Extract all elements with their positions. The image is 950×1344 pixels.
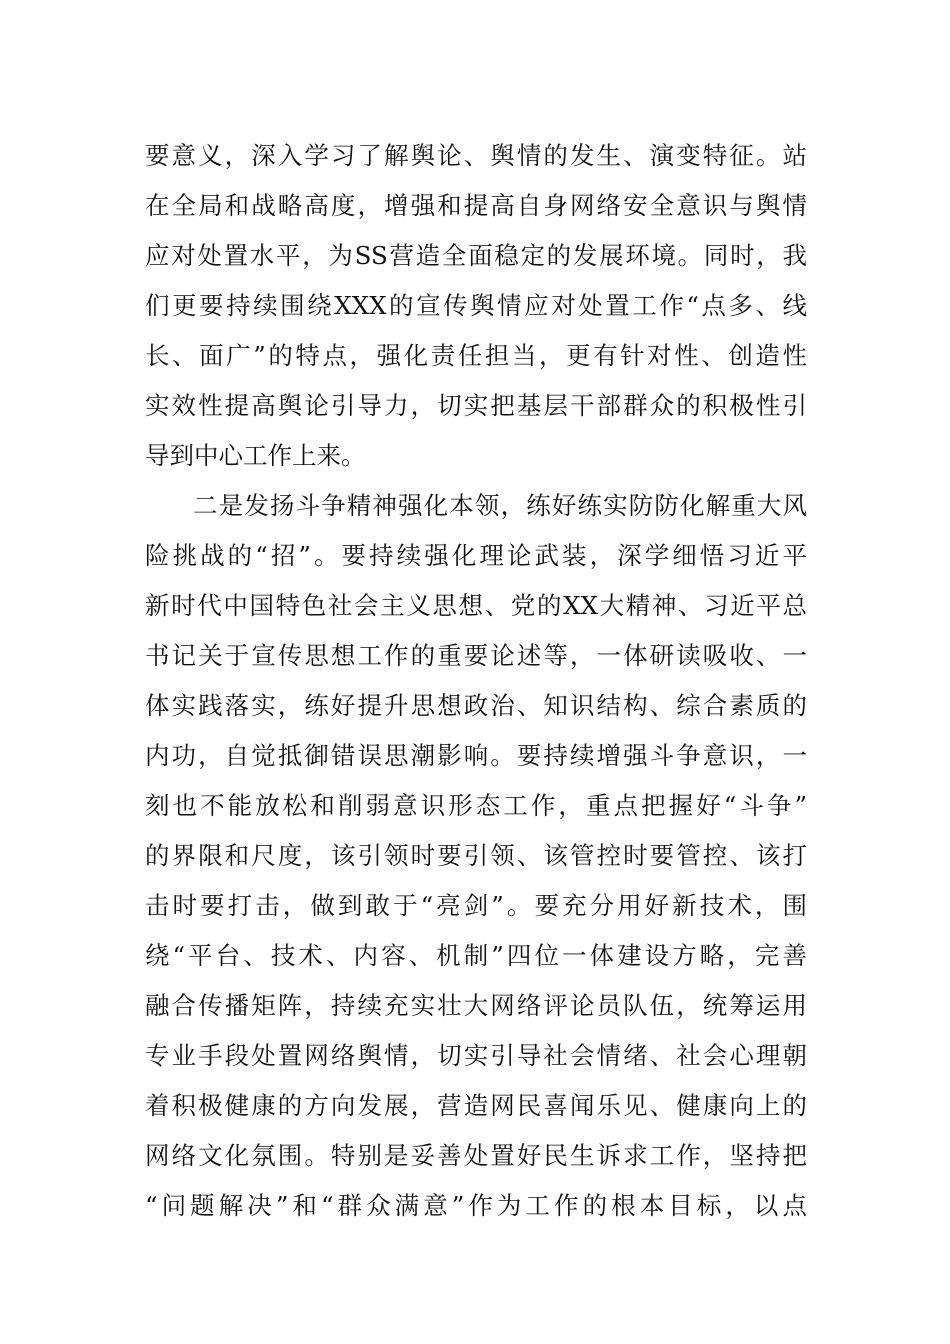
text-line: 险挑战的“招”。要持续强化理论武装，深学细悟习近平 xyxy=(145,541,807,570)
text-line: 绕“平台、技术、内容、机制”四位一体建设方略，完善 xyxy=(145,941,807,970)
text-line: 内功，自觉抵御错误思潮影响。要持续增强斗争意识，一 xyxy=(145,741,807,770)
text-line: 击时要打击，做到敢于“亮剑”。要充分用好新技术，围 xyxy=(145,891,807,920)
text-line: 在全局和战略高度，增强和提高自身网络安全意识与舆情 xyxy=(145,191,807,220)
text-line: 书记关于宣传思想工作的重要论述等，一体研读吸收、一 xyxy=(145,641,807,670)
text-line: 应对处置水平，为SS营造全面稳定的发展环境。同时，我 xyxy=(145,241,807,270)
text-line: 导到中心工作上来。 xyxy=(145,441,366,470)
text-line: 实效性提高舆论引导力，切实把基层干部群众的积极性引 xyxy=(145,391,807,420)
text-line: 体实践落实，练好提升思想政治、知识结构、综合素质的 xyxy=(145,691,807,720)
text-line: 专业手段处置网络舆情，切实引导社会情绪、社会心理朝 xyxy=(145,1041,807,1070)
text-line: 新时代中国特色社会主义思想、党的XX大精神、习近平总 xyxy=(145,591,807,620)
text-line: 们更要持续围绕XXX的宣传舆情应对处置工作“点多、线 xyxy=(145,291,807,320)
text-line: 刻也不能放松和削弱意识形态工作，重点把握好“斗争” xyxy=(145,791,807,820)
text-line: “问题解决”和“群众满意”作为工作的根本目标，以点 xyxy=(145,1191,807,1220)
text-line: 网络文化氛围。特别是妥善处置好民生诉求工作，坚持把 xyxy=(145,1141,807,1170)
text-line: 融合传播矩阵，持续充实壮大网络评论员队伍，统筹运用 xyxy=(145,991,807,1020)
text-line: 长、面广”的特点，强化责任担当，更有针对性、创造性 xyxy=(145,341,807,370)
text-line: 的界限和尺度，该引领时要引领、该管控时要管控、该打 xyxy=(145,841,807,870)
text-line: 着积极健康的方向发展，营造网民喜闻乐见、健康向上的 xyxy=(145,1091,807,1120)
paragraph-first-line: 二是发扬斗争精神强化本领，练好练实防防化解重大风 xyxy=(193,491,807,520)
text-line: 要意义，深入学习了解舆论、舆情的发生、演变特征。站 xyxy=(145,141,807,170)
